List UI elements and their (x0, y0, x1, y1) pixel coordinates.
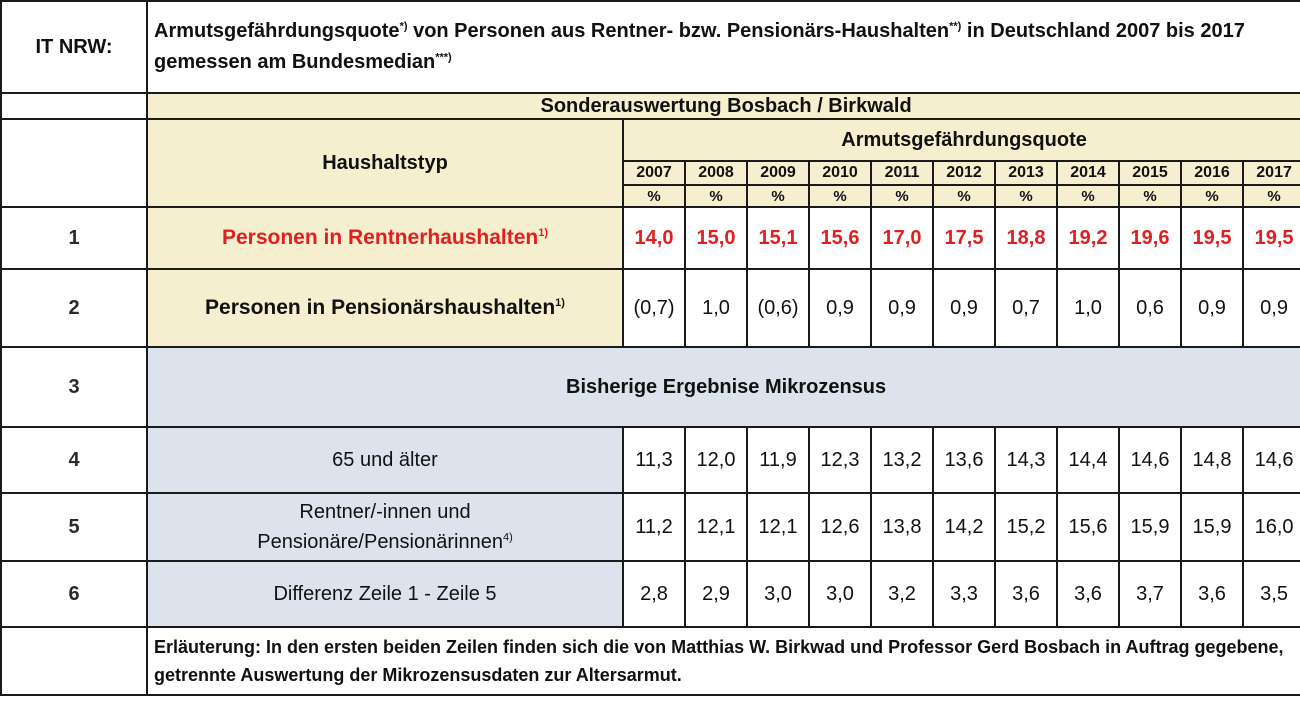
value-cell: 11,9 (747, 427, 809, 493)
org-label: IT NRW: (1, 1, 147, 93)
value-cell: 17,5 (933, 207, 995, 269)
value-cell: 3,6 (995, 561, 1057, 627)
value-cell: 15,9 (1119, 493, 1181, 561)
value-cell: 16,0 (1243, 493, 1300, 561)
table-row (1, 561, 1300, 627)
subheader-spacer (1, 93, 147, 119)
value-cell: 15,0 (685, 207, 747, 269)
table-row (1, 269, 1300, 347)
value-cell: 19,5 (1181, 207, 1243, 269)
value-cell: (0,7) (623, 269, 685, 347)
row-label-footnote: 4) (502, 531, 513, 544)
row-label-line-1: Rentner/-innen und (299, 501, 471, 523)
year-header: 2010 (809, 161, 871, 185)
footnote-spacer (1, 627, 147, 695)
unit-header: % (933, 185, 995, 207)
row-number: 3 (1, 347, 147, 427)
row-number: 2 (1, 269, 147, 347)
footnote: Erläuterung: In den ersten beiden Zeilen finden sich die von Matthias W. Birkwad und Professor Gerd Bosbach in Auftrag gegebene, getrennte Auswertung der Mikrozensusdaten zur Altersarmut. (147, 627, 1300, 695)
row-number: 1 (1, 207, 147, 269)
table-row (1, 347, 1300, 427)
value-cell: 19,2 (1057, 207, 1119, 269)
table-row (1, 427, 1300, 493)
value-cell: 12,0 (685, 427, 747, 493)
value-cell: 14,3 (995, 427, 1057, 493)
household-type-header: Haushaltstyp (147, 119, 623, 207)
unit-header: % (1057, 185, 1119, 207)
value-cell: 12,3 (809, 427, 871, 493)
quota-header: Armutsgefährdungsquote (623, 119, 1300, 161)
value-cell: (0,6) (747, 269, 809, 347)
value-cell: 13,2 (871, 427, 933, 493)
section-heading: Bisherige Ergebnise Mikrozensus (147, 347, 1300, 427)
value-cell: 11,2 (623, 493, 685, 561)
row-label (147, 493, 623, 561)
value-cell: 0,9 (809, 269, 871, 347)
year-header: 2011 (871, 161, 933, 185)
value-cell: 0,9 (1243, 269, 1300, 347)
value-cell: 14,8 (1181, 427, 1243, 493)
title-footnote-2: **) (949, 20, 962, 33)
year-header: 2015 (1119, 161, 1181, 185)
value-cell: 0,7 (995, 269, 1057, 347)
rownum-header (1, 119, 147, 207)
unit-header: % (1243, 185, 1300, 207)
year-header: 2008 (685, 161, 747, 185)
row-label: Differenz Zeile 1 - Zeile 5 (147, 561, 623, 627)
value-cell: 15,6 (809, 207, 871, 269)
title-text-1: Armutsgefährdungsquote (154, 20, 400, 42)
column-header-row (1, 119, 1300, 161)
value-cell: 13,6 (933, 427, 995, 493)
title-text-3: in Deutschland 2007 bis 2017 gemessen am Bundesmedian (154, 20, 1245, 73)
footnote-row (1, 627, 1300, 695)
value-cell: 1,0 (1057, 269, 1119, 347)
unit-header: % (1119, 185, 1181, 207)
value-cell: 19,6 (1119, 207, 1181, 269)
row-label-line-2 (148, 527, 622, 557)
value-cell: 3,0 (747, 561, 809, 627)
unit-header: % (1181, 185, 1243, 207)
value-cell: 0,9 (871, 269, 933, 347)
subheader: Sonderauswertung Bosbach / Birkwald (147, 93, 1300, 119)
value-cell: 15,1 (747, 207, 809, 269)
value-cell: 12,1 (747, 493, 809, 561)
value-cell: 15,6 (1057, 493, 1119, 561)
value-cell: 0,6 (1119, 269, 1181, 347)
value-cell: 0,9 (933, 269, 995, 347)
value-cell: 3,6 (1057, 561, 1119, 627)
value-cell: 12,1 (685, 493, 747, 561)
value-cell: 14,4 (1057, 427, 1119, 493)
value-cell: 3,6 (1181, 561, 1243, 627)
unit-header: % (685, 185, 747, 207)
value-cell: 3,0 (809, 561, 871, 627)
value-cell: 12,6 (809, 493, 871, 561)
title-footnote-3: ***) (435, 51, 452, 64)
unit-header: % (747, 185, 809, 207)
value-cell: 13,8 (871, 493, 933, 561)
title-text-2: von Personen aus Rentner- bzw. Pensionärs-Haushalten (407, 20, 950, 42)
year-header: 2016 (1181, 161, 1243, 185)
row-label-footnote: 1) (538, 227, 548, 239)
row-number: 4 (1, 427, 147, 493)
value-cell: 14,2 (933, 493, 995, 561)
table-row (1, 207, 1300, 269)
row-number: 6 (1, 561, 147, 627)
row-label (147, 207, 623, 269)
row-label-footnote: 1) (555, 297, 565, 309)
value-cell: 18,8 (995, 207, 1057, 269)
row-label (147, 269, 623, 347)
value-cell: 14,6 (1243, 427, 1300, 493)
value-cell: 1,0 (685, 269, 747, 347)
value-cell: 14,0 (623, 207, 685, 269)
title-footnote-1: *) (399, 20, 408, 33)
value-cell: 17,0 (871, 207, 933, 269)
year-header: 2017 (1243, 161, 1300, 185)
value-cell: 3,7 (1119, 561, 1181, 627)
year-header: 2014 (1057, 161, 1119, 185)
value-cell: 3,5 (1243, 561, 1300, 627)
subheader-row (1, 93, 1300, 119)
year-header: 2012 (933, 161, 995, 185)
value-cell: 19,5 (1243, 207, 1300, 269)
value-cell: 3,3 (933, 561, 995, 627)
title-row (1, 1, 1300, 93)
value-cell: 11,3 (623, 427, 685, 493)
value-cell: 2,9 (685, 561, 747, 627)
row-label: 65 und älter (147, 427, 623, 493)
table-row (1, 493, 1300, 561)
year-header: 2007 (623, 161, 685, 185)
row-label-text: Pensionäre/Pensionärinnen (257, 531, 503, 553)
unit-header: % (623, 185, 685, 207)
row-label-text: Personen in Pensionärshaushalten (205, 296, 556, 319)
value-cell: 15,9 (1181, 493, 1243, 561)
unit-header: % (871, 185, 933, 207)
value-cell: 14,6 (1119, 427, 1181, 493)
value-cell: 3,2 (871, 561, 933, 627)
unit-header: % (809, 185, 871, 207)
unit-header: % (995, 185, 1057, 207)
row-label-text: Personen in Rentnerhaushalten (221, 226, 539, 249)
value-cell: 0,9 (1181, 269, 1243, 347)
value-cell: 2,8 (623, 561, 685, 627)
value-cell: 15,2 (995, 493, 1057, 561)
year-header: 2009 (747, 161, 809, 185)
row-number: 5 (1, 493, 147, 561)
page-title (147, 1, 1300, 93)
year-header: 2013 (995, 161, 1057, 185)
